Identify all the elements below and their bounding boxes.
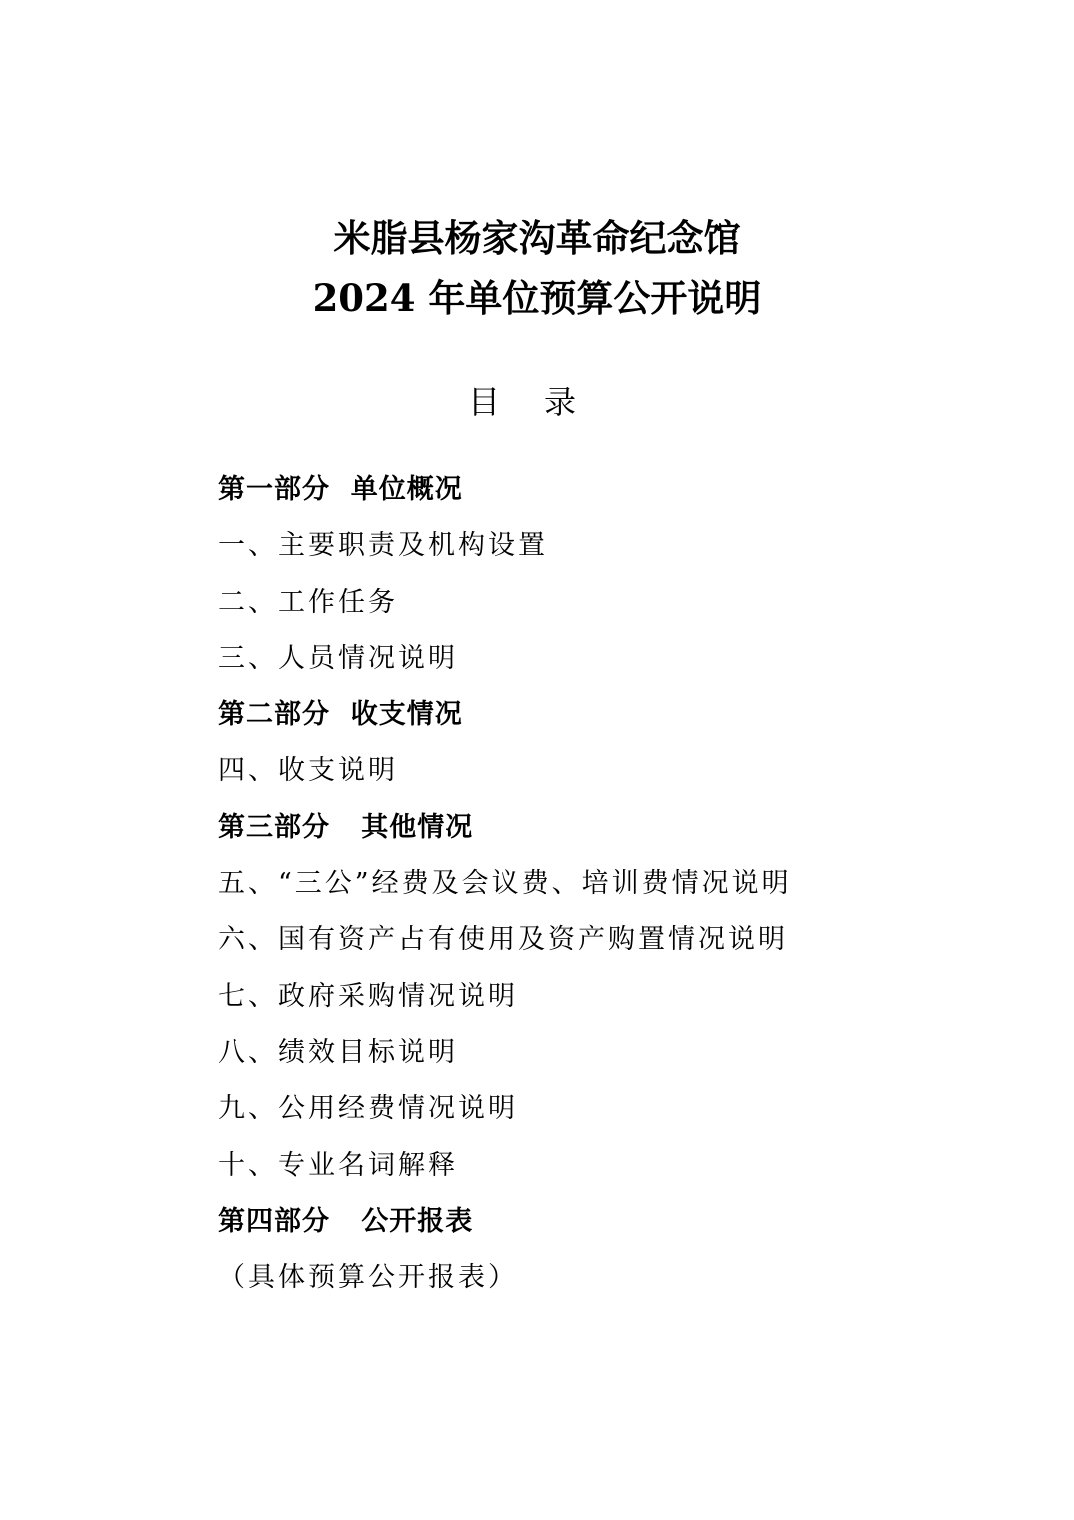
- toc-part-3: 第三部分 其他情况: [218, 811, 474, 843]
- toc-item-3: 三、人员情况说明: [218, 642, 458, 674]
- document-title: [0, 208, 1074, 328]
- title-line-2: 2024 年单位预算公开说明: [312, 276, 762, 320]
- title-line-1: 米脂县杨家沟革命纪念馆: [333, 216, 741, 260]
- toc-item-8: 八、绩效目标说明: [218, 1036, 458, 1068]
- toc-part-4: 第四部分 公开报表: [218, 1205, 474, 1237]
- toc-heading: 目录: [467, 383, 620, 421]
- toc-item-9: 九、公用经费情况说明: [218, 1093, 518, 1125]
- toc-item-reports: （具体预算公开报表）: [218, 1262, 518, 1294]
- toc-part-2: 第二部分 收支情况: [218, 699, 463, 731]
- toc-item-6: 六、国有资产占有使用及资产购置情况说明: [218, 924, 788, 956]
- table-of-contents: [218, 462, 792, 1306]
- toc-item-7: 七、政府采购情况说明: [218, 980, 518, 1012]
- toc-item-2: 二、工作任务: [218, 586, 398, 618]
- toc-item-5: 五、“三公”经费及会议费、培训费情况说明: [218, 868, 792, 900]
- toc-item-1: 一、主要职责及机构设置: [218, 530, 548, 562]
- toc-item-10: 十、专业名词解释: [218, 1149, 458, 1181]
- toc-part-1: 第一部分 单位概况: [218, 474, 463, 505]
- toc-item-4: 四、收支说明: [218, 755, 398, 787]
